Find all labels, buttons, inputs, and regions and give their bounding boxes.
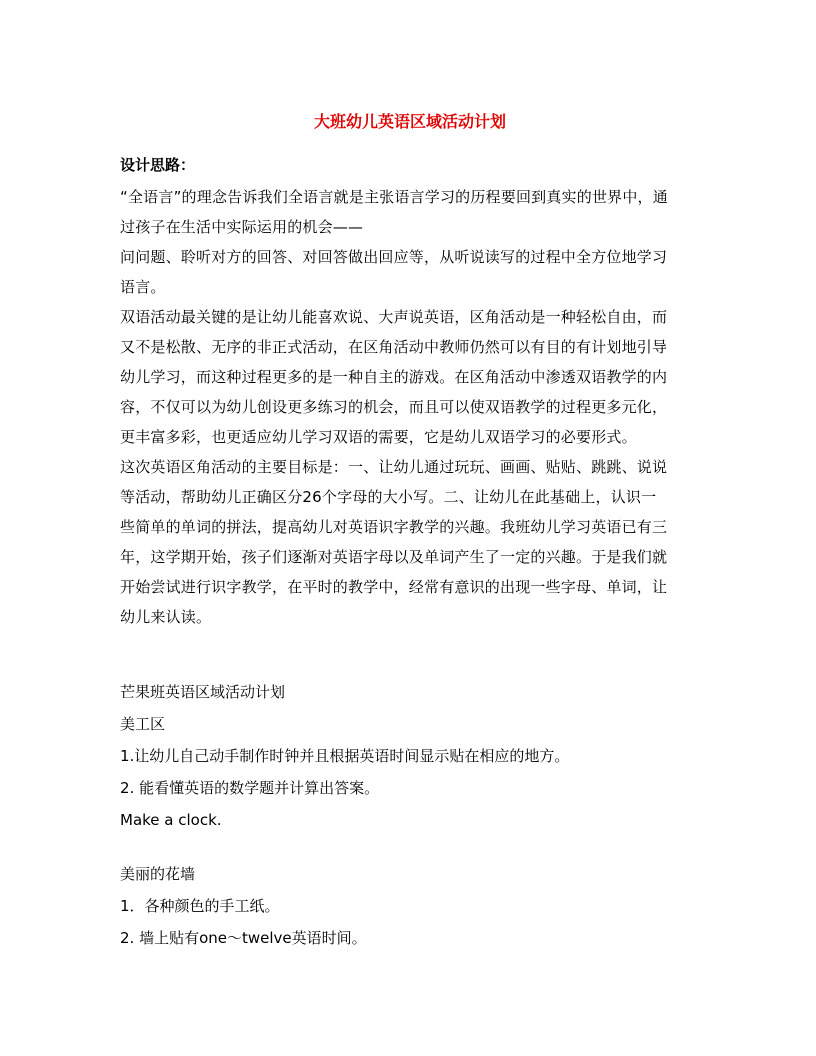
plan-line: 2. 能看懂英语的数学题并计算出答案。 <box>120 779 380 797</box>
wall-line: 美丽的花墙 <box>120 865 196 883</box>
wall-section <box>120 858 700 954</box>
design-line: 些简单的单词的拼法，提高幼儿对英语识字教学的兴趣。我班幼儿学习英语已有三 <box>120 518 668 536</box>
design-line: 又不是松散、无序的非正式活动，在区角活动中教师仍然可以有目的有计划地引导 <box>120 338 668 356</box>
design-heading: 设计思路： <box>120 156 196 174</box>
design-line: 过孩子在生活中实际运用的机会—— <box>120 218 364 236</box>
design-line: 年，这学期开始，孩子们逐渐对英语字母以及单词产生了一定的兴趣。于是我们就 <box>120 548 668 566</box>
plan-line: 1.让幼儿自己动手制作时钟并且根据英语时间显示贴在相应的地方。 <box>120 747 570 765</box>
design-line: “全语言”的理念告诉我们全语言就是主张语言学习的历程要回到真实的世界中，通 <box>120 188 668 206</box>
document-title: 大班幼儿英语区域活动计划 <box>313 112 506 131</box>
plan-line: 美工区 <box>120 715 166 733</box>
design-line: 容，不仅可以为幼儿创设更多练习的机会，而且可以使双语教学的过程更多元化， <box>120 398 668 416</box>
design-line: 开始尝试进行识字教学，在平时的教学中，经常有意识的出现一些字母、单词，让 <box>120 578 668 596</box>
plan-line: Make a clock. <box>120 811 222 829</box>
design-line: 双语活动最关键的是让幼儿能喜欢说、大声说英语，区角活动是一种轻松自由，而 <box>120 308 668 326</box>
design-line: 幼儿来认读。 <box>120 608 212 626</box>
design-line: 问问题、聆听对方的回答、对回答做出回应等，从听说读写的过程中全方位地学习 <box>120 248 668 266</box>
design-line: 等活动，帮助幼儿正确区分26个字母的大小写。二、让幼儿在此基础上，认识一 <box>120 488 657 506</box>
design-line: 语言。 <box>120 278 166 296</box>
design-line: 更丰富多彩，也更适应幼儿学习双语的需要，它是幼儿双语学习的必要形式。 <box>120 428 637 446</box>
design-line: 幼儿学习，而这种过程更多的是一种自主的游戏。在区角活动中渗透双语教学的内 <box>120 368 668 386</box>
design-body <box>120 182 700 632</box>
wall-line: 2. 墙上贴有one～twelve英语时间。 <box>120 929 367 947</box>
wall-line: 1．各种颜色的手工纸。 <box>120 897 280 915</box>
plan-section <box>120 676 700 836</box>
plan-line: 芒果班英语区域活动计划 <box>120 683 286 701</box>
design-line: 这次英语区角活动的主要目标是：一、让幼儿通过玩玩、画画、贴贴、跳跳、说说 <box>120 458 668 476</box>
